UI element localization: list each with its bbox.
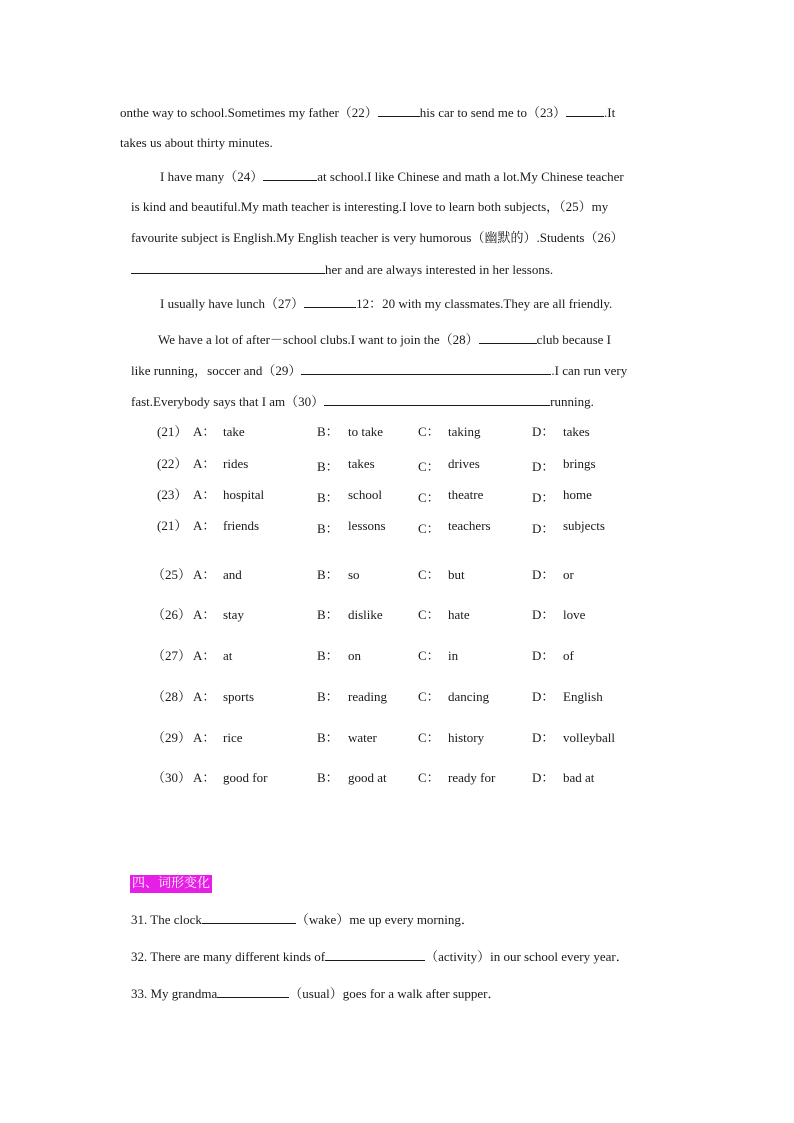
option-c[interactable]: ready for [448,770,496,785]
option-b[interactable]: takes [348,456,375,471]
option-label-c: C： [418,648,440,663]
option-label-d: D： [532,521,555,536]
option-number: （27） [152,648,192,663]
option-label-b: B： [317,424,339,439]
passage-line-4 [131,199,608,215]
option-b[interactable]: water [348,730,377,745]
option-label-c: C： [418,490,440,505]
option-number: （25） [152,567,192,582]
option-c[interactable]: but [448,567,465,582]
option-a[interactable]: and [223,567,242,582]
passage-line-7 [160,295,612,312]
option-label-a: A： [193,607,216,622]
passage-text: We have a lot of after－school clubs.I want to join the（28） [158,332,479,347]
option-d[interactable]: subjects [563,518,605,533]
passage-text: like running，soccer and（29） [131,363,302,378]
option-label-a: A： [193,518,216,533]
option-c[interactable]: taking [448,424,481,439]
option-number: （30） [152,770,192,785]
option-d[interactable]: English [563,689,603,704]
answer-blank-26[interactable] [131,261,325,274]
option-label-b: B： [317,770,339,785]
option-label-d: D： [532,730,555,745]
option-a[interactable]: rides [223,456,249,471]
option-c[interactable]: hate [448,607,470,622]
option-d[interactable]: brings [563,456,596,471]
option-label-c: C： [418,607,440,622]
passage-line-5 [131,230,624,246]
question-text: （activity）in our school every year． [425,949,629,964]
passage-text: his car to send me to（23） [419,105,567,120]
passage-text: onthe way to school.Sometimes my father（22） [120,105,378,120]
option-label-b: B： [317,567,339,582]
answer-blank-27[interactable] [304,295,356,308]
option-d[interactable]: volleyball [563,730,615,745]
option-c[interactable]: history [448,730,485,745]
option-c[interactable]: drives [448,456,480,471]
option-c[interactable]: theatre [448,487,484,502]
option-number: （28） [152,689,192,704]
option-label-a: A： [193,648,216,663]
question-text: 31. The clock [131,912,202,927]
option-label-d: D： [532,490,555,505]
passage-text: I usually have lunch（27） [160,296,305,311]
answer-blank-23[interactable] [566,104,604,117]
passage-text: at school.I like Chinese and math a lot.My Chinese teacher [317,169,624,184]
option-label-c: C： [418,689,440,704]
option-number: (21） [157,518,188,533]
option-label-b: B： [317,490,339,505]
passage-text: her and are always interested in her lessons. [325,262,554,277]
option-a[interactable]: at [223,648,233,663]
option-label-b: B： [317,607,339,622]
answer-blank-30[interactable] [324,393,550,406]
passage-line-9 [131,362,627,379]
passage-text: favourite subject is English.My English teacher is very humorous（幽默的）.Students（26） [131,230,624,245]
passage-text: club because I [536,332,611,347]
option-label-c: C： [418,521,440,536]
option-a[interactable]: friends [223,518,260,533]
option-label-c: C： [418,424,440,439]
option-b[interactable]: to take [348,424,384,439]
option-d[interactable]: love [563,607,586,622]
option-label-a: A： [193,770,216,785]
option-label-a: A： [193,567,216,582]
option-c[interactable]: teachers [448,518,491,533]
answer-blank-28[interactable] [479,331,537,344]
option-d[interactable]: or [563,567,574,582]
passage-text: takes us about thirty minutes. [120,135,273,150]
question-text: （wake）me up every morning． [295,912,474,927]
passage-text: .It [604,105,616,120]
option-label-a: A： [193,689,216,704]
option-number: （29） [152,730,192,745]
option-label-b: B： [317,459,339,474]
option-a[interactable]: stay [223,607,244,622]
passage-text: is kind and beautiful.My math teacher is interesting.I love to learn both subjects，（25）my [131,199,609,214]
option-d[interactable]: home [563,487,592,502]
option-label-b: B： [317,689,339,704]
option-d[interactable]: of [563,648,574,663]
passage-line-10 [131,393,594,410]
option-a[interactable]: good for [223,770,268,785]
passage-text: fast.Everybody says that I am（30） [131,394,325,409]
passage-line-2 [120,135,273,151]
option-b[interactable]: school [348,487,382,502]
passage-text: .I can run very [551,363,628,378]
option-label-b: B： [317,521,339,536]
option-label-a: A： [193,424,216,439]
option-number: (23） [157,487,188,502]
option-label-a: A： [193,487,216,502]
answer-blank-24[interactable] [263,168,317,181]
option-label-a: A： [193,730,216,745]
option-label-d: D： [532,648,555,663]
option-label-c: C： [418,459,440,474]
option-d[interactable]: bad at [563,770,595,785]
option-c[interactable]: in [448,648,459,663]
option-label-c: C： [418,730,440,745]
passage-line-6 [131,261,553,278]
section-heading: 四、词形变化 [132,876,211,891]
option-a[interactable]: hospital [223,487,265,502]
option-label-c: C： [418,567,440,582]
passage-text: running. [550,394,594,409]
passage-line-3 [160,168,624,185]
option-label-d: D： [532,567,555,582]
option-c[interactable]: dancing [448,689,490,704]
option-number: （26） [152,607,192,622]
option-label-d: D： [532,607,555,622]
option-d[interactable]: takes [563,424,590,439]
option-label-a: A： [193,456,216,471]
option-b[interactable]: good at [348,770,387,785]
option-number: (22） [157,456,188,471]
question-text: 32. There are many different kinds of [131,949,326,964]
option-b[interactable]: lessons [348,518,386,533]
option-b[interactable]: reading [348,689,387,704]
question-text: 33. My grandma [131,986,218,1001]
option-label-d: D： [532,770,555,785]
option-label-b: B： [317,730,339,745]
option-b[interactable]: so [348,567,360,582]
passage-text: 12：20 with my classmates.They are all friendly. [356,296,613,311]
question-31 [131,911,474,928]
answer-blank-31[interactable] [202,911,296,924]
question-text: （usual）goes for a walk after supper． [289,986,501,1001]
option-a[interactable]: rice [223,730,243,745]
option-label-d: D： [532,459,555,474]
answer-blank-32[interactable] [325,948,425,961]
passage-line-1 [120,104,615,121]
option-b[interactable]: dislike [348,607,383,622]
option-label-d: D： [532,689,555,704]
option-b[interactable]: on [348,648,361,663]
passage-text: I have many（24） [160,169,264,184]
answer-blank-29[interactable] [301,362,551,375]
option-label-c: C： [418,770,440,785]
option-label-d: D： [532,424,555,439]
answer-blank-22[interactable] [378,104,420,117]
answer-blank-33[interactable] [217,985,289,998]
question-32 [131,948,629,965]
passage-line-8 [158,331,611,348]
option-a[interactable]: take [223,424,245,439]
option-label-b: B： [317,648,339,663]
option-a[interactable]: sports [223,689,255,704]
option-number: (21） [157,424,188,439]
question-33 [131,985,500,1002]
